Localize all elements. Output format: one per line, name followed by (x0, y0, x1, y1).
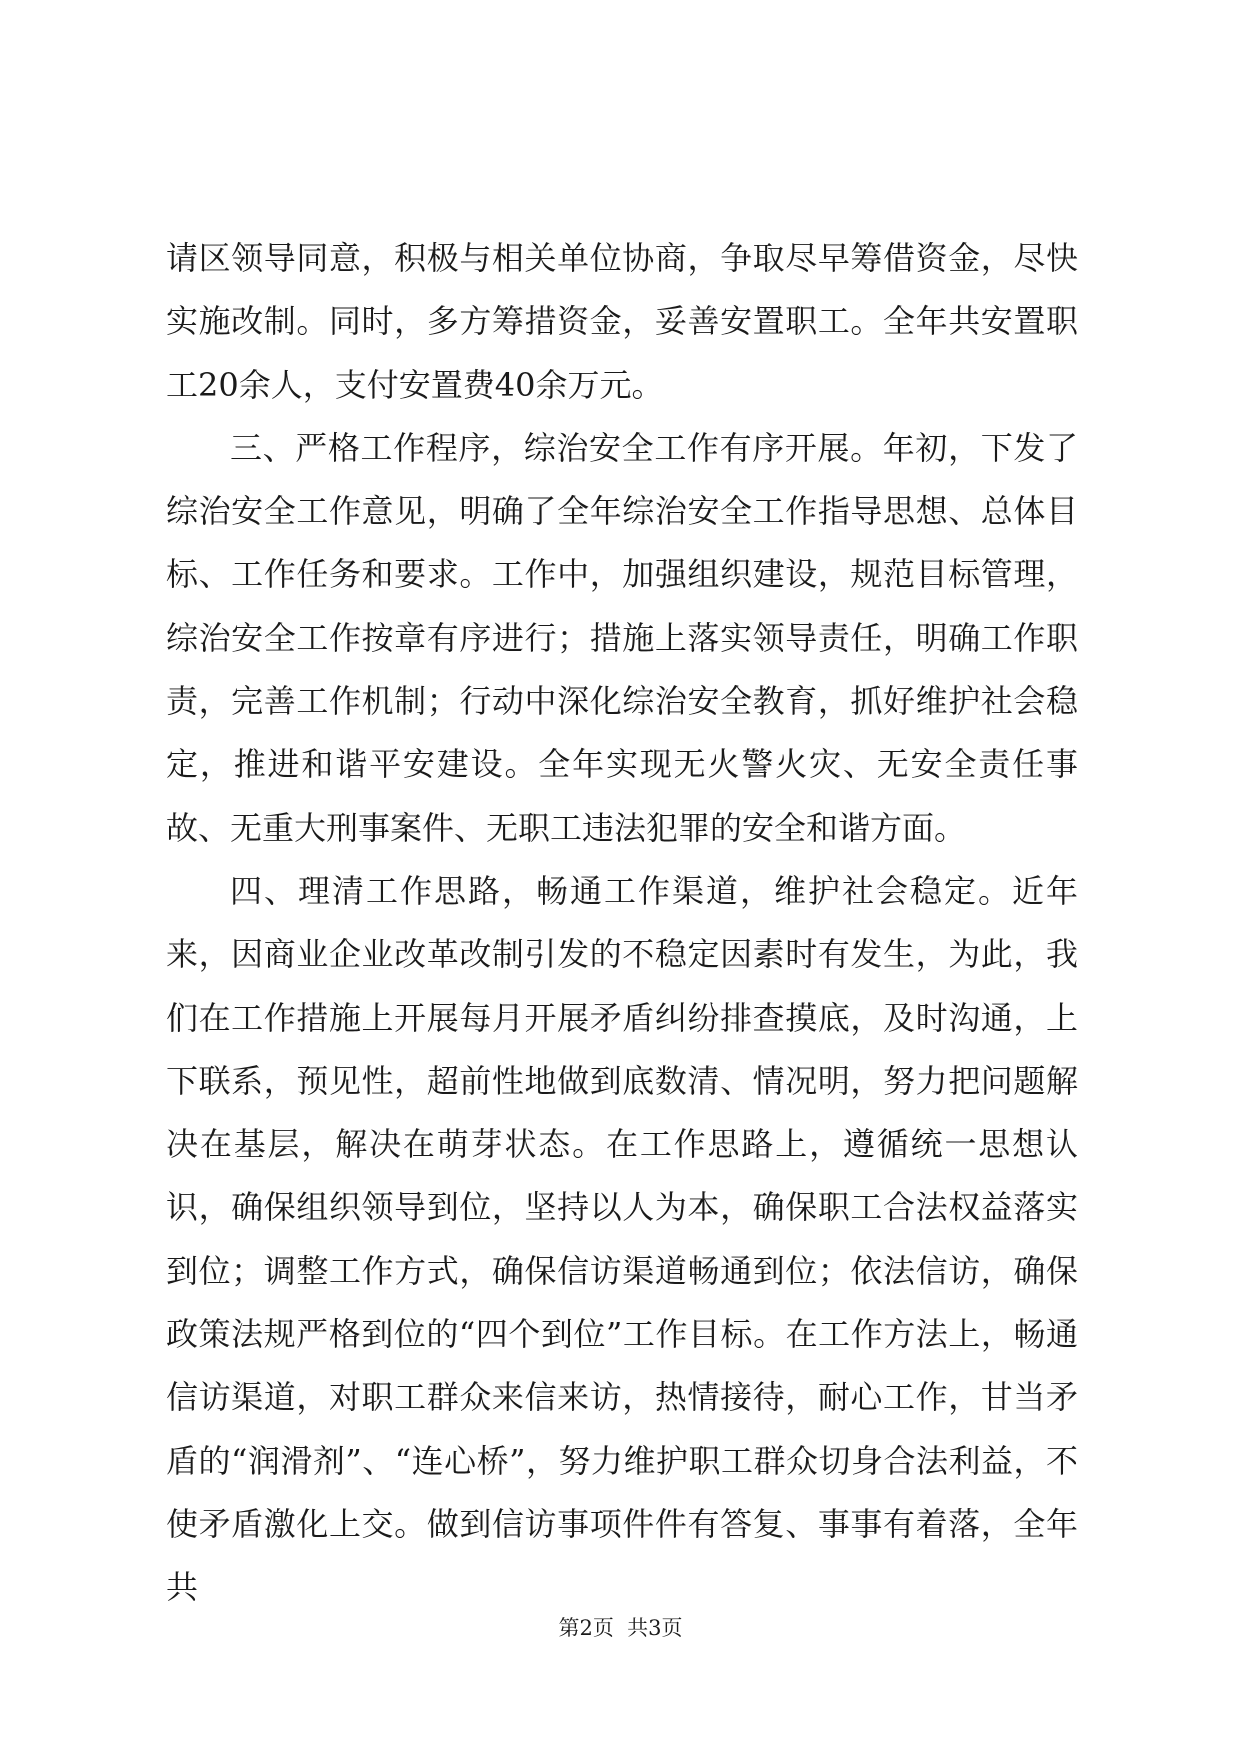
paragraph-continuation: 请区领导同意，积极与相关单位协商，争取尽早筹借资金，尽快实施改制。同时，多方筹措资金，妥善安置职工。全年共安置职工20余人，支付安置费40余万元。 (166, 239, 1078, 404)
paragraph-section-four: 四、理清工作思路，畅通工作渠道，维护社会稳定。近年来，因商业企业改革改制引发的不稳定因素时有发生，为此，我们在工作措施上开展每月开展矛盾纠纷排查摸底，及时沟通，上下联系，预见性，超前性地做到底数清、情况明，努力把问题解决在基层，解决在萌芽状态。在工作思路上，遵循统一思想认识，确保组织领导到位，坚持以人为本，确保职工合法权益落实到位；调整工作方式，确保信访渠道畅通到位；依法信访，确保政策法规严格到位的“四个到位”工作目标。在工作方法上，畅通信访渠道，对职工群众来信来访，热情接待，耐心工作，甘当矛盾的“润滑剂”、“连心桥”，努力维护职工群众切身合法利益，不使矛盾激化上交。做到信访事项件件有答复、事事有着落，全年共 (166, 871, 1078, 1607)
document-body (166, 227, 1078, 1620)
page-number-footer: 第2页 共3页 (558, 1616, 683, 1640)
paragraph-section-three: 三、严格工作程序，综治安全工作有序开展。年初，下发了综治安全工作意见，明确了全年综治安全工作指导思想、总体目标、工作任务和要求。工作中，加强组织建设，规范目标管理，综治安全工作按章有序进行；措施上落实领导责任，明确工作职责，完善工作机制；行动中深化综治安全教育，抓好维护社会稳定，推进和谐平安建设。全年实现无火警火灾、无安全责任事故、无重大刑事案件、无职工违法犯罪的安全和谐方面。 (166, 428, 1078, 847)
